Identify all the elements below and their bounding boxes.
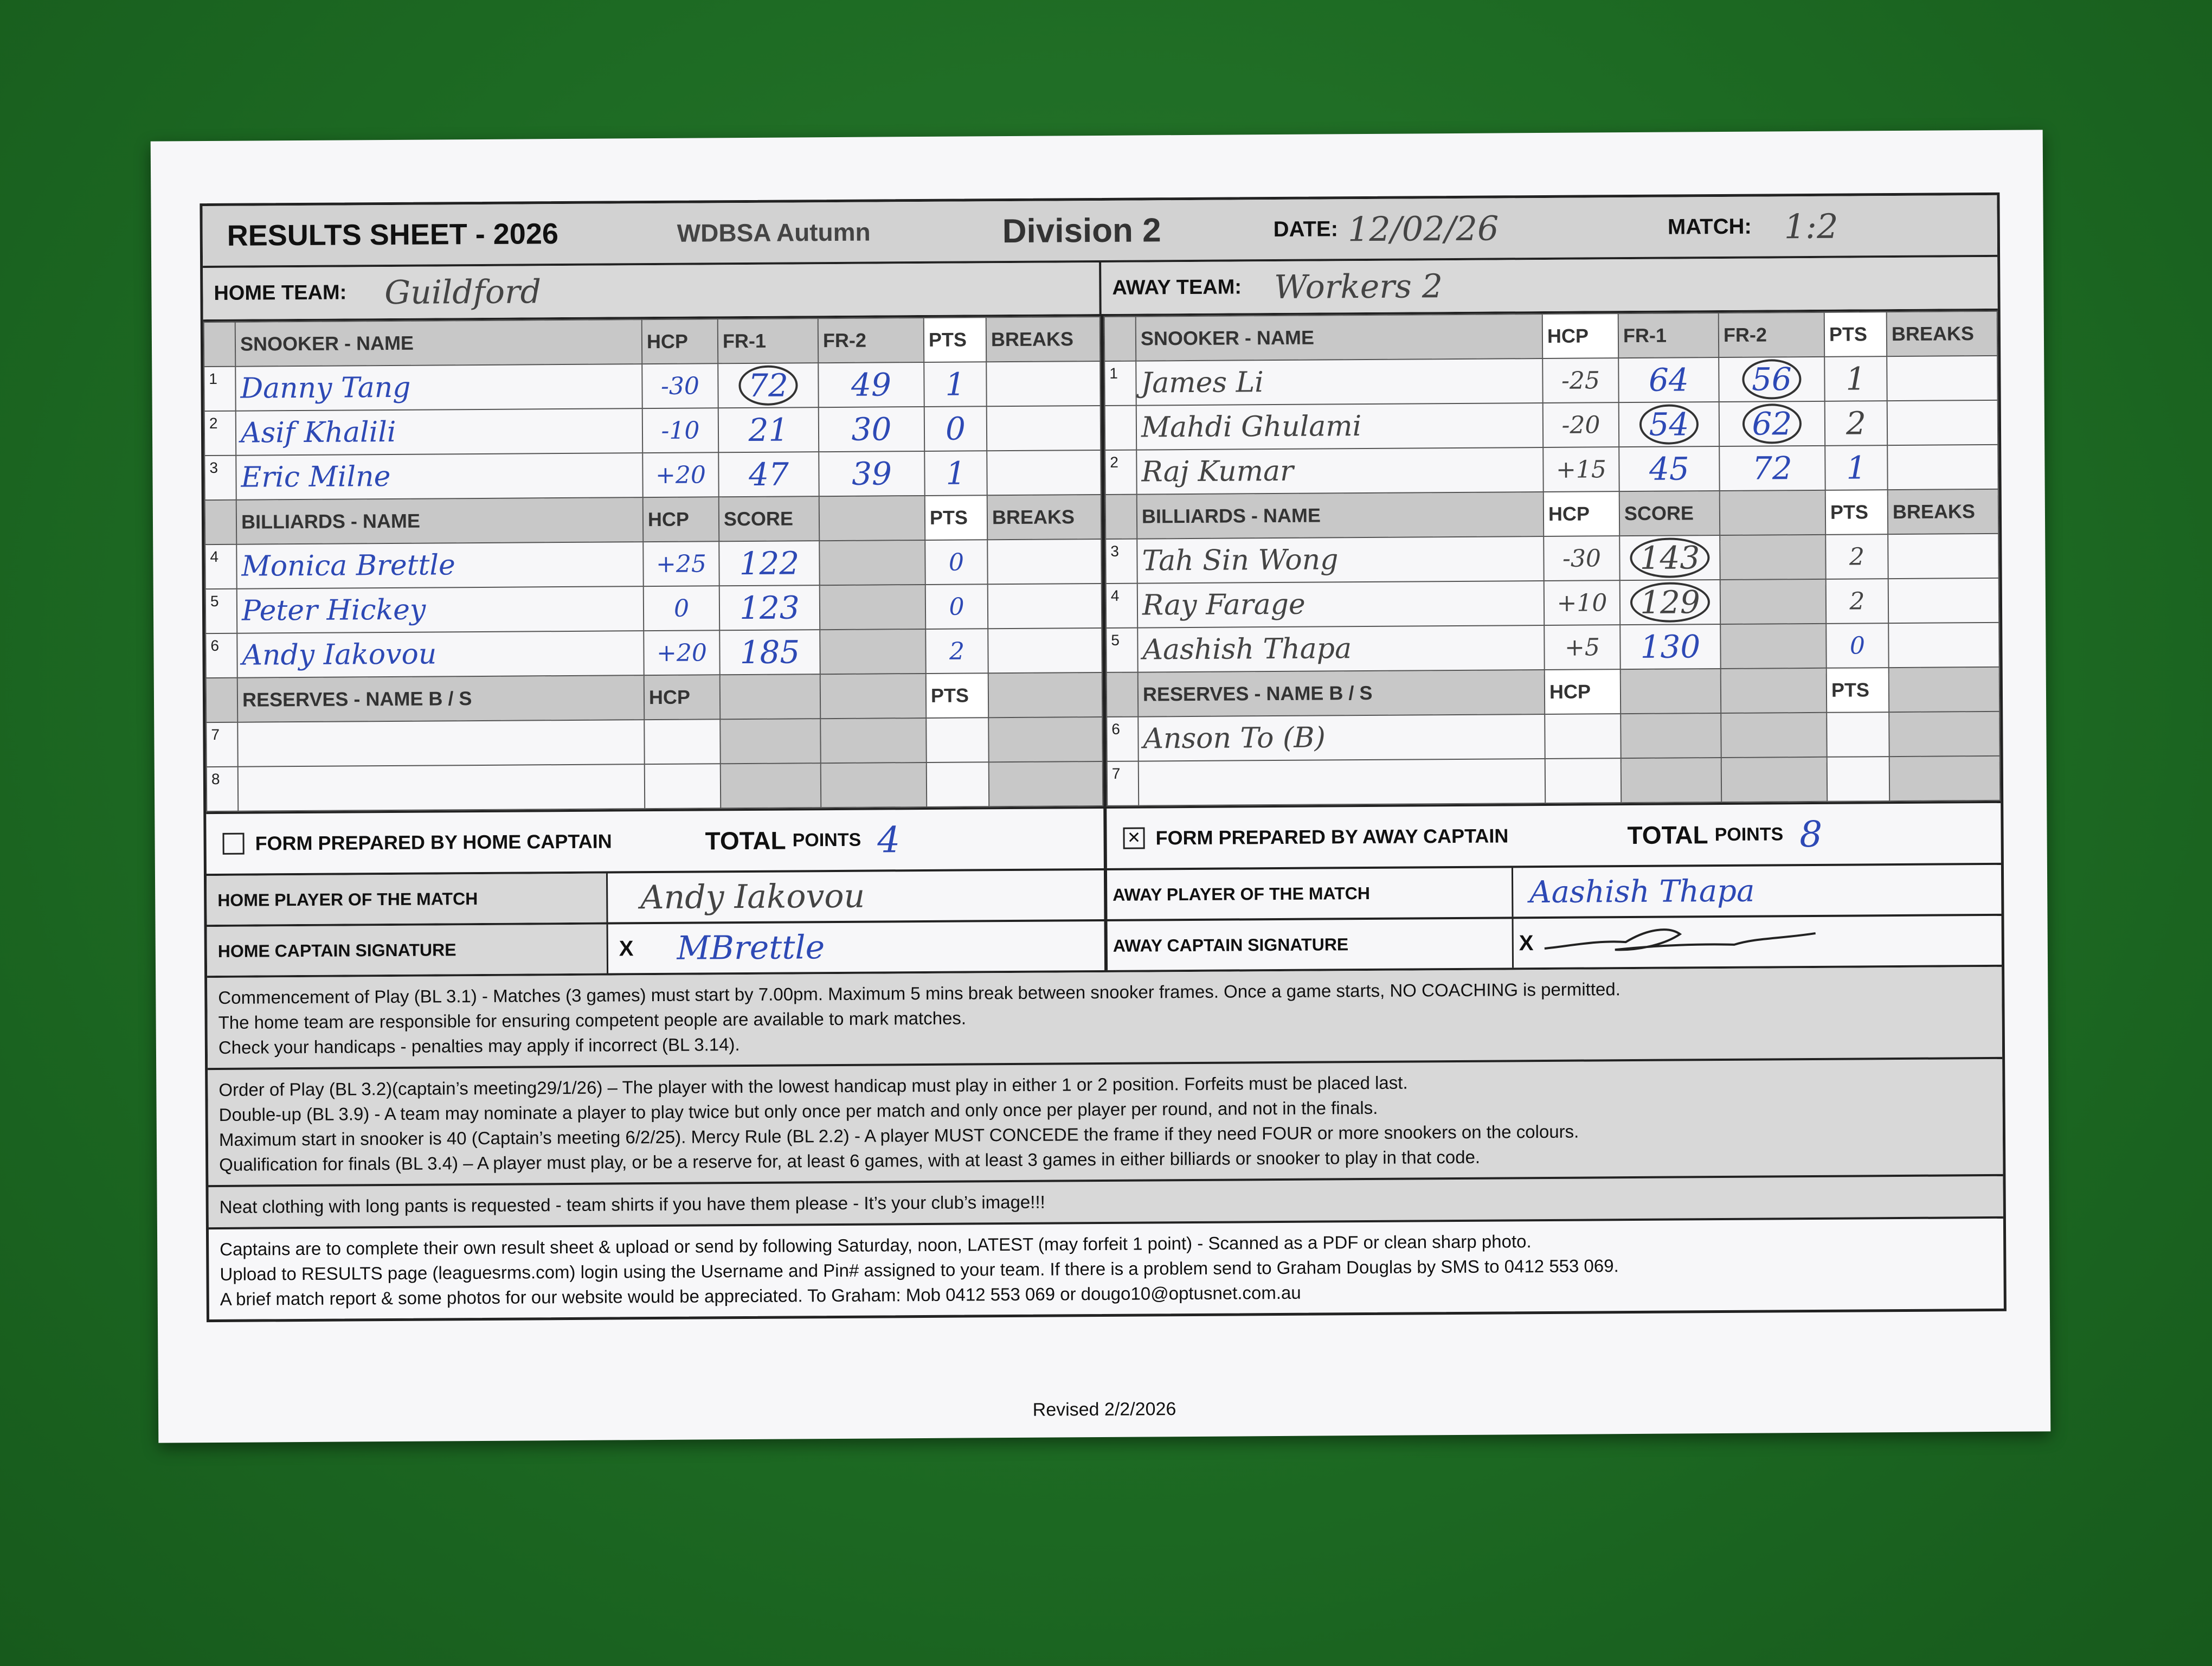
frame-2-score: 39: [819, 451, 924, 496]
note-block-submission: [209, 1216, 2004, 1319]
points-label: POINTS: [1714, 823, 1784, 845]
points: 1: [924, 451, 987, 496]
table-row: [1107, 756, 2000, 806]
reserve-name: [1139, 759, 1545, 806]
note-line: The home team are responsible for ensuring competent people are available to mark matches.: [218, 1008, 967, 1033]
note-line: Order of Play (BL 3.2)(captain’s meeting29/1/26) – The player with the lowest handicap must play in either 1 or 2 position. Forfeits must be placed last.: [218, 1072, 1408, 1100]
row-number: 4: [205, 544, 236, 589]
row-number: 7: [206, 722, 237, 767]
breaks-cell: [987, 406, 1101, 451]
pts-header: PTS: [1827, 668, 1889, 713]
hcp-header: HCP: [1542, 313, 1618, 358]
points: 0: [925, 584, 988, 629]
home-potm-label-cell: [207, 874, 608, 925]
results-form: [200, 193, 2007, 1322]
hcp-header: HCP: [644, 675, 720, 720]
points: 1: [1825, 445, 1887, 490]
player-hcp: -20: [1543, 402, 1619, 447]
away-potm-label-cell: [1104, 868, 1514, 919]
points: 2: [1825, 401, 1887, 446]
row-number: 5: [205, 589, 237, 633]
pts-header: PTS: [1825, 490, 1888, 535]
revised-date: Revised 2/2/2026: [1032, 1399, 1176, 1420]
home-signature-label: HOME CAPTAIN SIGNATURE: [217, 939, 456, 961]
table-row: [204, 450, 1101, 500]
date-label: DATE:: [1273, 216, 1339, 241]
away-potm-label: AWAY PLAYER OF THE MATCH: [1113, 883, 1371, 905]
fr1-header: FR-1: [1618, 313, 1719, 358]
home-total-box: [206, 809, 1104, 874]
fr1-header: FR-1: [718, 318, 818, 363]
player-hcp: 0: [644, 586, 719, 631]
note-line: Captains are to complete their own result sheet & upload or send by following Saturday, noon, LATEST (may forfeit 1 point) - Scanned as a PDF or clean sharp photo.: [220, 1231, 1532, 1259]
home-player-of-match: Andy Iakovou: [640, 877, 865, 917]
breaks-cell: [1887, 400, 1998, 445]
home-snooker-heading: SNOOKER - NAME: [235, 319, 642, 367]
sheet-header: [202, 195, 1997, 268]
match-label: MATCH:: [1667, 214, 1752, 239]
player-name: Tah Sin Wong: [1137, 536, 1544, 584]
breaks-cell: [988, 628, 1102, 673]
player-hcp: +5: [1544, 625, 1620, 670]
row-number: 3: [1105, 539, 1137, 584]
score-header: SCORE: [719, 496, 819, 541]
note-block-commencement: [207, 967, 2002, 1068]
table-row: [1106, 623, 1999, 672]
points: 0: [925, 540, 987, 585]
total-label: TOTAL: [1627, 821, 1708, 850]
table-row: [1106, 578, 1999, 628]
row-number: 2: [204, 411, 236, 456]
frame-2-score: 49: [818, 362, 924, 407]
match-number: 1:2: [1784, 206, 1838, 246]
breaks-cell: [986, 361, 1100, 406]
table-row: [206, 717, 1102, 767]
pts-header: PTS: [925, 495, 987, 540]
table-row: [205, 539, 1101, 589]
row-number: 2: [1105, 450, 1136, 495]
fr2-header: FR-2: [818, 318, 924, 363]
frame-1-score-circled: 72: [738, 365, 798, 406]
player-name: Ray Farage: [1137, 581, 1544, 628]
row-number: 1: [204, 367, 235, 411]
home-billiards-header-row: [205, 495, 1101, 544]
breaks-cell: [1888, 578, 1999, 623]
player-name: Mahdi Ghulami: [1136, 403, 1543, 450]
signature-x: X: [619, 936, 634, 960]
points-label: POINTS: [792, 829, 861, 850]
home-captain-checkbox[interactable]: [222, 833, 244, 855]
away-signature-label: AWAY CAPTAIN SIGNATURE: [1113, 934, 1349, 956]
division-label: Division 2: [1002, 211, 1161, 250]
home-total-points: 4: [877, 818, 901, 861]
away-signature-cell: [1514, 916, 2002, 967]
billiards-score: 185: [719, 630, 820, 675]
frame-1-score: 21: [718, 407, 819, 452]
points: 2: [1825, 534, 1888, 579]
breaks-header: BREAKS: [1888, 489, 1998, 534]
away-captain-checkbox-checked[interactable]: ✕: [1123, 828, 1144, 849]
table-row: [205, 584, 1102, 633]
table-row: [1107, 712, 1999, 761]
note-line: Neat clothing with long pants is requested - team shirts if you have them please - It’s your club’s image!!!: [219, 1191, 1045, 1217]
points: 1: [1824, 356, 1887, 401]
breaks-header: BREAKS: [986, 317, 1100, 362]
away-reserves-heading: RESERVES - NAME B / S: [1138, 670, 1545, 717]
competition-name: WDBSA Autumn: [677, 217, 871, 247]
home-team-label: HOME TEAM:: [214, 281, 347, 305]
note-line: Maximum start in snooker is 40 (Captain’s meeting 6/2/25). Mercy Rule (BL 2.2) - A player MUST CONCEDE the frame if they need FOUR or more snookers on the colours.: [218, 1121, 1579, 1150]
billiards-score: 123: [719, 585, 820, 630]
away-form-prepared-label: FORM PREPARED BY AWAY CAPTAIN: [1155, 824, 1509, 849]
rules-notes: [207, 965, 2004, 1319]
frame-2-score: 30: [819, 407, 924, 452]
home-potm-label: HOME PLAYER OF THE MATCH: [217, 888, 478, 910]
player-hcp: +20: [642, 452, 718, 497]
points: 0: [1826, 623, 1888, 668]
home-reserves-header-row: [206, 672, 1102, 722]
home-potm-cell: [608, 870, 1104, 922]
player-hcp: -30: [1544, 536, 1619, 581]
player-hcp: +20: [644, 630, 719, 675]
table-row: [1105, 445, 1998, 495]
home-form-prepared-label: FORM PREPARED BY HOME CAPTAIN: [255, 830, 612, 855]
player-name: Andy Iakovou: [237, 631, 644, 678]
hcp-header: HCP: [643, 497, 719, 542]
away-team-label: AWAY TEAM:: [1112, 275, 1242, 299]
frame-1-score: 47: [718, 452, 819, 497]
reserve-name: [238, 764, 645, 811]
frame-2-score-circled: 62: [1742, 403, 1802, 444]
points: 1: [924, 362, 986, 407]
row-number: 3: [204, 456, 236, 500]
billiards-score: 130: [1620, 624, 1720, 669]
note-line: Commencement of Play (BL 3.1) - Matches (3 games) must start by 7.00pm. Maximum 5 mins break between snooker frames. Once a game starts, NO COACHING is permitted.: [218, 979, 1621, 1008]
points: 0: [924, 406, 987, 451]
away-team-name: Workers 2: [1274, 267, 1443, 306]
breaks-header: BREAKS: [1887, 311, 1997, 356]
sheet-title: RESULTS SHEET - 2026: [227, 217, 559, 252]
note-line: A brief match report & some photos for our website would be appreciated. To Graham: Mob 0412 553 069 or dougo10@optusnet.com.au: [220, 1282, 1301, 1309]
row-number: 6: [205, 633, 237, 678]
home-signature-cell: [608, 921, 1105, 973]
away-billiards-heading: BILLIARDS - NAME: [1137, 492, 1544, 539]
home-team-box: [203, 262, 1099, 319]
frame-2-score: 72: [1719, 446, 1825, 491]
breaks-cell: [987, 450, 1101, 495]
total-label: TOTAL: [705, 826, 786, 855]
player-hcp: -30: [642, 363, 718, 408]
table-row: [205, 628, 1102, 678]
player-name: Eric Milne: [236, 453, 642, 500]
row-number: 7: [1107, 761, 1139, 806]
note-line: Check your handicaps - penalties may apply if incorrect (BL 3.14).: [218, 1034, 740, 1058]
hcp-header: HCP: [1545, 669, 1621, 714]
away-snooker-header-row: [1104, 311, 1997, 361]
note-line: Double-up (BL 3.9) - A team may nominate a player to play twice but only once per match and only once per player per round, and not in the finals.: [218, 1097, 1378, 1125]
player-name: Peter Hickey: [237, 586, 644, 633]
reserve-name: [237, 720, 644, 767]
away-potm-cell: [1513, 865, 2002, 917]
breaks-cell: [988, 584, 1102, 629]
away-player-of-match: Aashish Thapa: [1529, 873, 1755, 910]
results-sheet-paper: [151, 130, 2051, 1443]
note-line: Qualification for finals (BL 3.4) – A player must play, or be a reserve for, at least 6 games, with at least 3 games in either billiards or snooker to play in that code.: [219, 1146, 1481, 1175]
table-row: [204, 361, 1100, 411]
table-row: [204, 406, 1101, 456]
away-reserves-header-row: [1107, 667, 1999, 717]
signature-x: X: [1519, 931, 1534, 955]
note-line: Upload to RESULTS page (leaguesrms.com) login using the Username and Pin# assigned to your team. If there is a problem send to Graham Douglas by SMS to 0412 553 069.: [220, 1255, 1619, 1284]
frame-1-score: 64: [1618, 357, 1719, 402]
frame-2-score-circled: 56: [1742, 359, 1802, 400]
score-header: SCORE: [1619, 491, 1720, 536]
table-row: [207, 761, 1103, 811]
player-hcp: +10: [1544, 580, 1620, 625]
player-name: Monica Brettle: [236, 542, 643, 589]
player-name: Raj Kumar: [1136, 447, 1543, 495]
reserve-name: Anson To (B): [1138, 714, 1545, 761]
frame-1-score-circled: 54: [1639, 404, 1699, 445]
away-snooker-heading: SNOOKER - NAME: [1136, 314, 1542, 361]
away-captain-signature-scribble: [1539, 922, 1821, 962]
breaks-cell: [1888, 623, 1999, 668]
player-name: Aashish Thapa: [1137, 625, 1544, 672]
breaks-cell: [1888, 534, 1998, 579]
pts-header: PTS: [1824, 312, 1887, 357]
row-number: 6: [1107, 717, 1138, 761]
away-sig-label-cell: [1104, 919, 1514, 970]
note-block-order-of-play: [208, 1057, 2003, 1185]
player-hcp: -10: [642, 408, 718, 453]
home-sig-label-cell: [207, 925, 609, 976]
table-row: [1105, 400, 1998, 450]
player-name: James Li: [1136, 358, 1542, 406]
away-team-box: [1099, 257, 1998, 314]
breaks-cell: [987, 539, 1101, 584]
row-number: 1: [1104, 361, 1136, 406]
score-tables: [203, 311, 2001, 812]
player-name: Asif Khalili: [236, 408, 642, 456]
pts-header: PTS: [924, 317, 986, 362]
player-hcp: +25: [643, 541, 719, 586]
table-row: [1104, 356, 1997, 406]
fr2-header: FR-2: [1719, 312, 1824, 357]
player-hcp: +15: [1543, 447, 1619, 492]
points: 2: [1826, 579, 1888, 624]
hcp-header: HCP: [642, 319, 718, 364]
home-score-table: [203, 316, 1103, 812]
away-billiards-header-row: [1105, 489, 1998, 539]
row-number: [1105, 406, 1136, 450]
totals-row: [206, 801, 2001, 874]
billiards-score-circled: 143: [1630, 537, 1709, 578]
breaks-header: BREAKS: [987, 495, 1101, 540]
away-total-box: [1103, 803, 2001, 868]
player-hcp: -25: [1542, 358, 1618, 403]
row-number: 5: [1106, 628, 1137, 672]
home-captain-signature: MBrettle: [677, 928, 825, 967]
pts-header: PTS: [926, 673, 988, 718]
home-team-name: Guildford: [384, 272, 542, 312]
home-reserves-heading: RESERVES - NAME B / S: [237, 675, 644, 722]
table-row: [1105, 534, 1998, 584]
points: 2: [925, 629, 988, 674]
home-billiards-heading: BILLIARDS - NAME: [236, 497, 643, 544]
hcp-header: HCP: [1544, 491, 1619, 536]
away-score-table: [1101, 311, 2001, 806]
breaks-cell: [1887, 356, 1997, 401]
away-total-points: 8: [1799, 813, 1823, 855]
billiards-score: 122: [719, 541, 819, 586]
frame-1-score: 45: [1619, 446, 1719, 491]
row-number: 4: [1106, 584, 1137, 628]
row-number: 8: [207, 767, 238, 811]
home-snooker-header-row: [204, 317, 1100, 367]
player-name: Danny Tang: [235, 364, 642, 411]
billiards-score-circled: 129: [1630, 582, 1710, 623]
match-date: 12/02/26: [1347, 208, 1499, 249]
breaks-cell: [1887, 445, 1998, 490]
